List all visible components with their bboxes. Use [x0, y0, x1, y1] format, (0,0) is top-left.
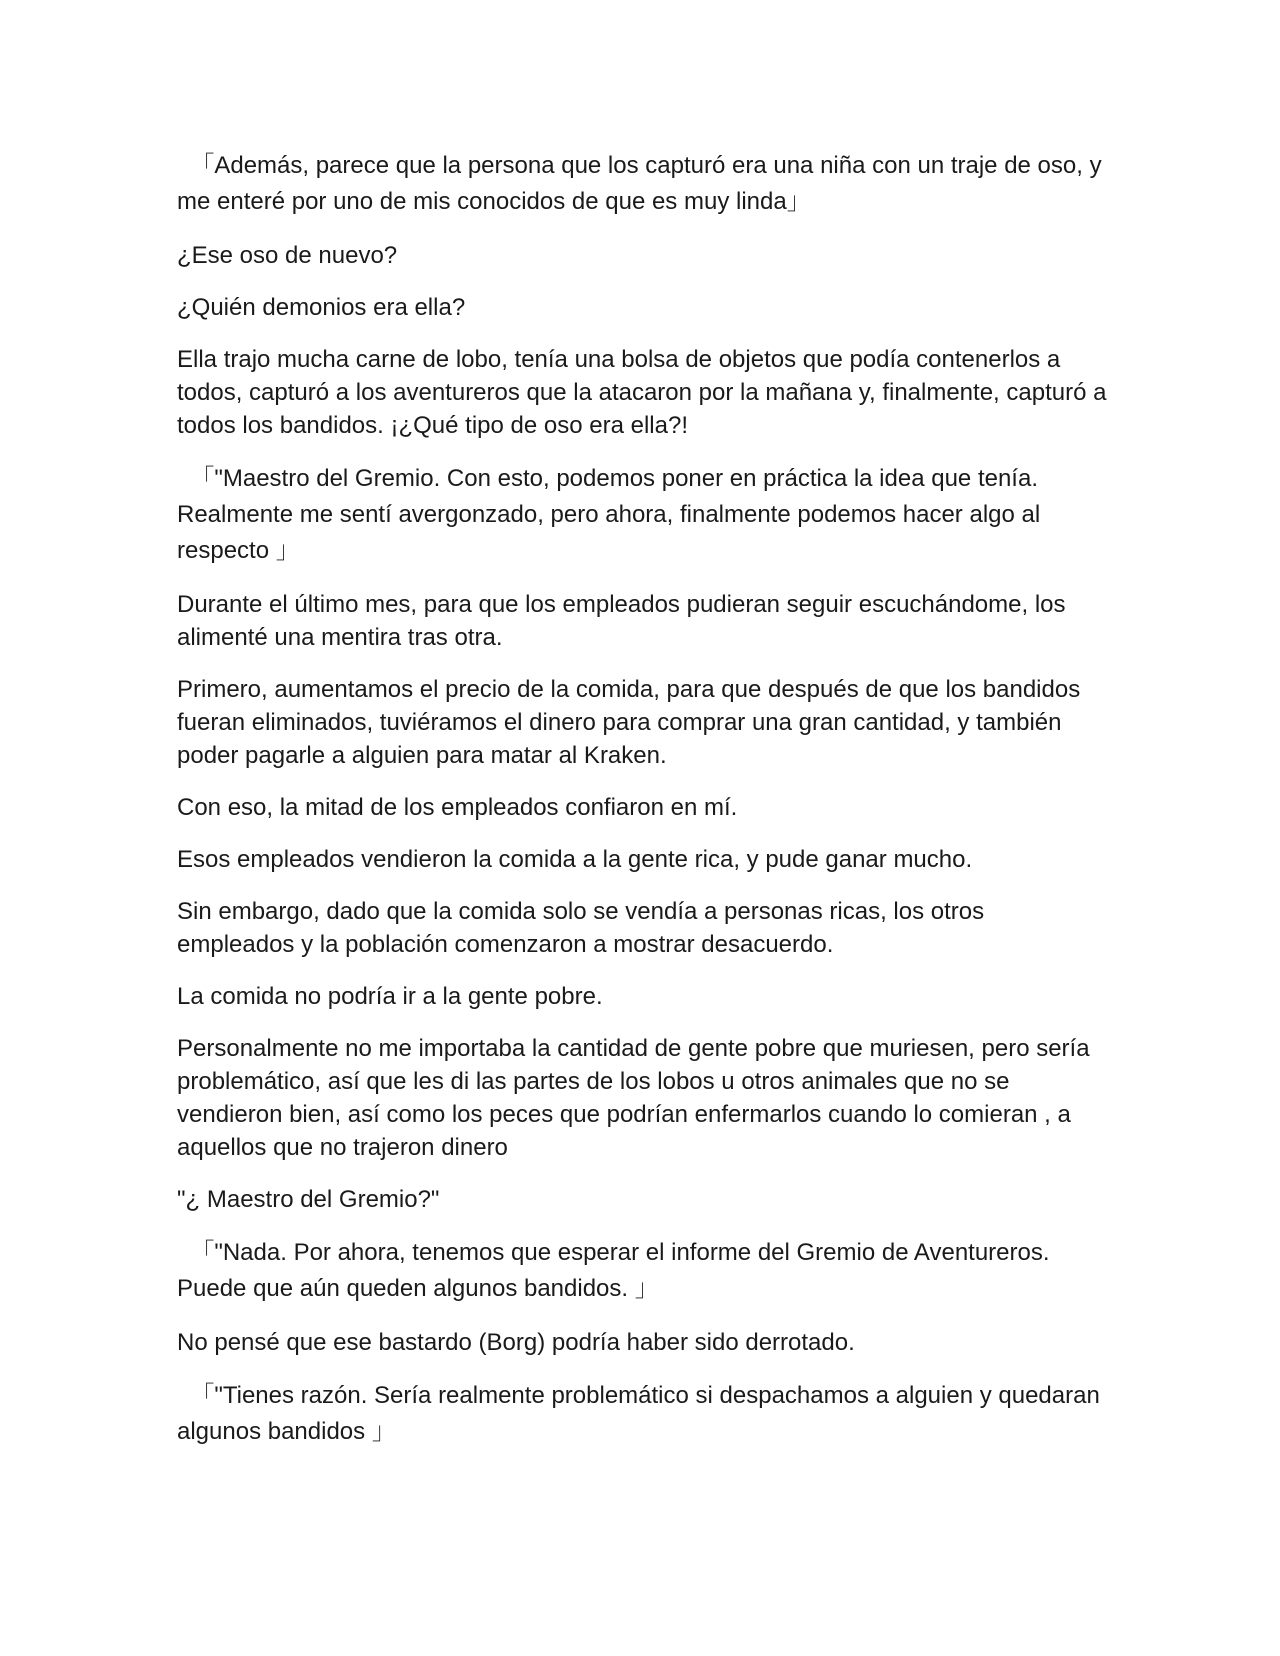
- paragraph-15: No pensé que ese bastardo (Borg) podría haber sido derrotado.: [177, 1329, 855, 1356]
- paragraph-9: Esos empleados vendieron la comida a la gente rica, y pude ganar mucho.: [177, 846, 973, 873]
- paragraph-10: Sin embargo, dado que la comida solo se vendía a personas ricas, los otros empleados y la población comenzaron a mostrar desacuerdo.: [177, 898, 985, 958]
- paragraph-2: ¿Ese oso de nuevo?: [177, 242, 398, 269]
- paragraph-14: 「"Nada. Por ahora, tenemos que esperar el informe del Gremio de Aventureros. Puede que aún queden algunos bandidos. 」: [177, 1239, 1050, 1302]
- paragraph-7: Primero, aumentamos el precio de la comida, para que después de que los bandidos fueran eliminados, tuviéramos el dinero para comprar una gran cantidad, y también poder pagarle a alguien para matar al Kraken.: [177, 676, 1081, 769]
- paragraph-8: Con eso, la mitad de los empleados confiaron en mí.: [177, 794, 738, 821]
- paragraph-3: ¿Quién demonios era ella?: [177, 294, 466, 321]
- paragraph-4: Ella trajo mucha carne de lobo, tenía una bolsa de objetos que podía contenerlos a todos, capturó a los aventureros que la atacaron por la mañana y, finalmente, capturó a todos los bandidos. ¡¿Qué tipo de oso era ella?!: [177, 346, 1107, 439]
- paragraph-6: Durante el último mes, para que los empleados pudieran seguir escuchándome, los alimenté una mentira tras otra.: [177, 591, 1066, 651]
- paragraph-1: 「Además, parece que la persona que los capturó era una niña con un traje de oso, y me enteré por uno de mis conocidos de que es muy linda」: [177, 152, 1102, 215]
- paragraph-16: 「"Tienes razón. Sería realmente problemático si despachamos a alguien y quedaran algunos bandidos 」: [177, 1382, 1100, 1445]
- paragraph-5: 「"Maestro del Gremio. Con esto, podemos poner en práctica la idea que tenía. Realmente me sentí avergonzado, pero ahora, finalmente podemos hacer algo al respecto 」: [177, 465, 1041, 564]
- paragraph-13: "¿ Maestro del Gremio?": [177, 1186, 440, 1213]
- paragraph-11: La comida no podría ir a la gente pobre.: [177, 983, 603, 1010]
- document-body: [177, 148, 1107, 1469]
- paragraph-12: Personalmente no me importaba la cantidad de gente pobre que muriesen, pero sería problemático, así que les di las partes de los lobos u otros animales que no se vendieron bien, así como los peces que podrían enfermarlos cuando lo comieran , a aquellos que no trajeron dinero: [177, 1035, 1090, 1161]
